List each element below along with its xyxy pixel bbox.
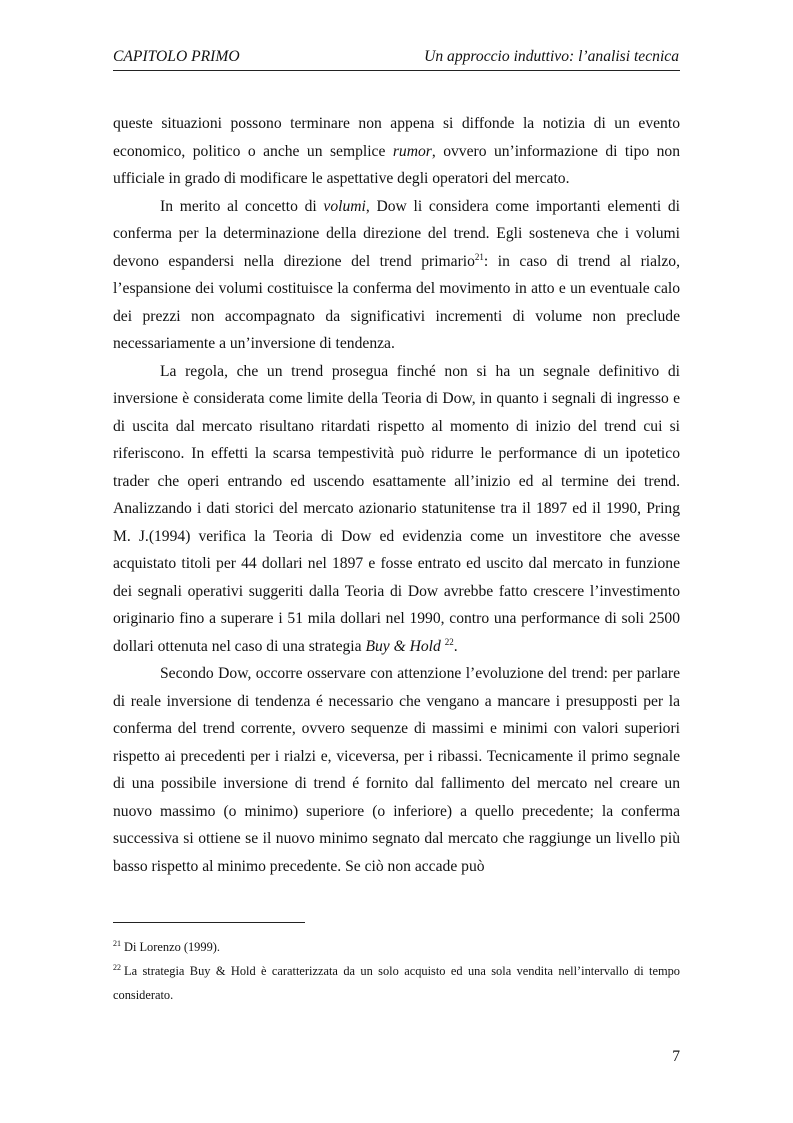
footnote-text: Di Lorenzo (1999). <box>124 940 220 954</box>
footnotes <box>113 935 680 1007</box>
emphasis-buy-hold: Buy & Hold <box>365 637 441 655</box>
chapter-title: CAPITOLO PRIMO <box>113 48 240 65</box>
footnote-number: 21 <box>113 939 121 948</box>
main-text <box>113 110 680 880</box>
emphasis-volumi: volumi <box>323 197 366 215</box>
emphasis-rumor: rumor <box>392 142 432 160</box>
running-header <box>113 48 679 70</box>
paragraph-4: Secondo Dow, occorre osservare con attenzione l’evoluzione del trend: per parlare di reale inversione di tendenza é necessario che vengano a mancare i presupposti per la conferma del trend corrente, ovvero sequenze di massimi e minimi con valori superiori rispetto ai precedenti per i rialzi e, viceversa, per i ribassi. Tecnicamente il primo segnale di una possibile inversione di trend é fornito dal fallimento del mercato nel creare un nuovo massimo (o minimo) superiore (o inferiore) a quello precedente; la conferma successiva si ottiene se il nuovo minimo segnato dal mercato che raggiunge un livello più basso rispetto al minimo precedente. Se ciò non accade può <box>113 665 680 875</box>
footnote-text: La strategia Buy & Hold è caratterizzata da un solo acquisto ed una sola vendita nell’intervallo di tempo considerato. <box>113 964 680 1002</box>
paragraph-3: La regola, che un trend prosegua finché non si ha un segnale definitivo di inversione è considerata come limite della Teoria di Dow, in quanto i segnali di ingresso e di uscita dal mercato risultano ritardati rispetto al momento di inizio del trend cui si riferiscono. In effetti la scarsa tempestività può ridurre le performance di un ipotetico trader che operi entrando ed uscendo esattamente all’inizio ed al termine dei trend. Analizzando i dati storici del mercato azionario statunitense tra il 1897 ed il 1990, Pring M. J.(1994) verifica la Teoria di Dow ed evidenzia come un investitore che avesse acquistato titoli per 44 dollari nel 1897 e fosse entrato ed uscito dal mercato in funzione dei segnali operativi suggeriti dalla Teoria di Dow avrebbe fatto crescere l’investimento originario fino a superare i 51 mila dollari nel 1990, contro una performance di soli 2500 dollari ottenuta nel caso di una strategia Buy & Hold $^{22}$. <box>113 362 680 655</box>
footnote-divider <box>113 922 305 923</box>
footnote-number: 22 <box>113 963 121 972</box>
page-number: 7 <box>672 1048 680 1065</box>
footnote-21 <box>113 935 680 959</box>
section-title: Un approccio induttivo: l’analisi tecnica <box>424 48 679 65</box>
footnote-ref-21[interactable]: 21 <box>474 251 484 262</box>
paragraph-1: queste situazioni possono terminare non appena si diffonde la notizia di un evento economico, politico o anche un semplice rumor, ovvero un’informazione di tipo non ufficiale in grado di modificare le aspettative degli operatori del mercato. <box>113 115 681 187</box>
paragraph-2: In merito al concetto di volumi, Dow li considera come importanti elementi di conferma per la determinazione della direzione del trend. Egli sosteneva che i volumi devono espandersi nella direzione del trend primario$^{21}$: in caso di trend al rialzo, l’espansione dei volumi costituisce la conferma del movimento in atto e un eventuale calo dei prezzi non accompagnato da significativi incrementi di volume non preclude necessariamente a un’inversione di tendenza. <box>113 197 680 352</box>
header-divider <box>113 70 680 71</box>
footnote-ref-22[interactable]: 22 <box>444 636 454 647</box>
footnote-22 <box>113 959 680 1007</box>
